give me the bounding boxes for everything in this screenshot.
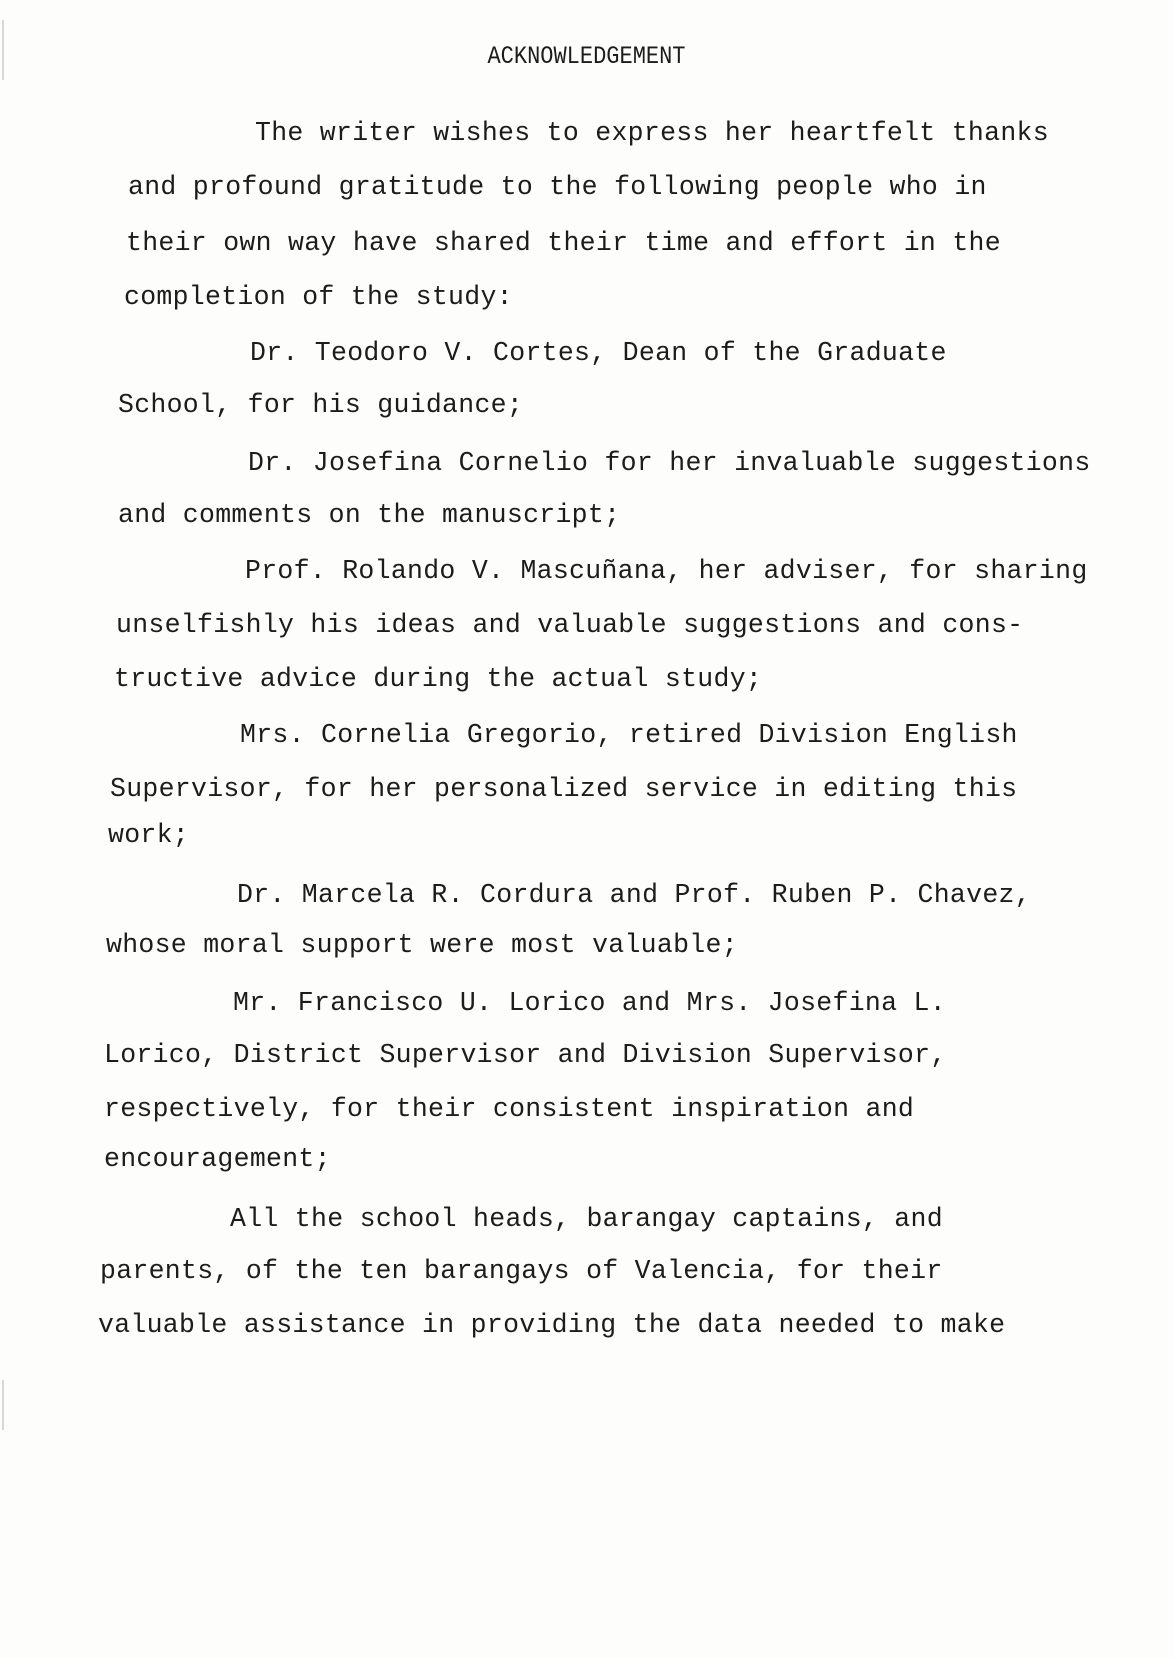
text-line: Dr. Marcela R. Cordura and Prof. Ruben P. Chavez, <box>237 880 1031 910</box>
scan-edge-mark <box>2 1380 4 1430</box>
text-line: tructive advice during the actual study; <box>114 664 763 694</box>
text-line: completion of the study: <box>124 282 513 312</box>
text-line: Dr. Teodoro V. Cortes, Dean of the Graduate <box>250 338 947 368</box>
text-line: unselfishly his ideas and valuable suggestions and cons- <box>116 610 1024 640</box>
text-line: encouragement; <box>104 1144 331 1174</box>
text-line: and profound gratitude to the following people who in <box>128 172 987 202</box>
text-line: whose moral support were most valuable; <box>106 930 738 960</box>
text-line: School, for his guidance; <box>118 390 524 420</box>
page-title: ACKNOWLEDGEMENT <box>487 42 686 71</box>
text-line: All the school heads, barangay captains, and <box>230 1204 943 1234</box>
text-line: Supervisor, for her personalized service in editing this <box>110 774 1018 804</box>
text-line: The writer wishes to express her heartfelt thanks <box>255 118 1049 148</box>
text-line: parents, of the ten barangays of Valencia, for their <box>100 1256 943 1286</box>
text-line: Prof. Rolando V. Mascuñana, her adviser, for sharing <box>245 556 1088 586</box>
text-line: their own way have shared their time and effort in the <box>126 228 1001 258</box>
text-line: respectively, for their consistent inspiration and <box>104 1094 915 1124</box>
text-line: valuable assistance in providing the data needed to make <box>98 1310 1006 1340</box>
text-line: Dr. Josefina Cornelio for her invaluable suggestions <box>248 448 1091 478</box>
text-line: Lorico, District Supervisor and Division Supervisor, <box>104 1040 947 1070</box>
text-line: Mrs. Cornelia Gregorio, retired Division English <box>240 720 1018 750</box>
text-line: work; <box>108 820 190 850</box>
text-line: and comments on the manuscript; <box>118 500 621 530</box>
text-line: Mr. Francisco U. Lorico and Mrs. Josefina L. <box>233 988 946 1018</box>
